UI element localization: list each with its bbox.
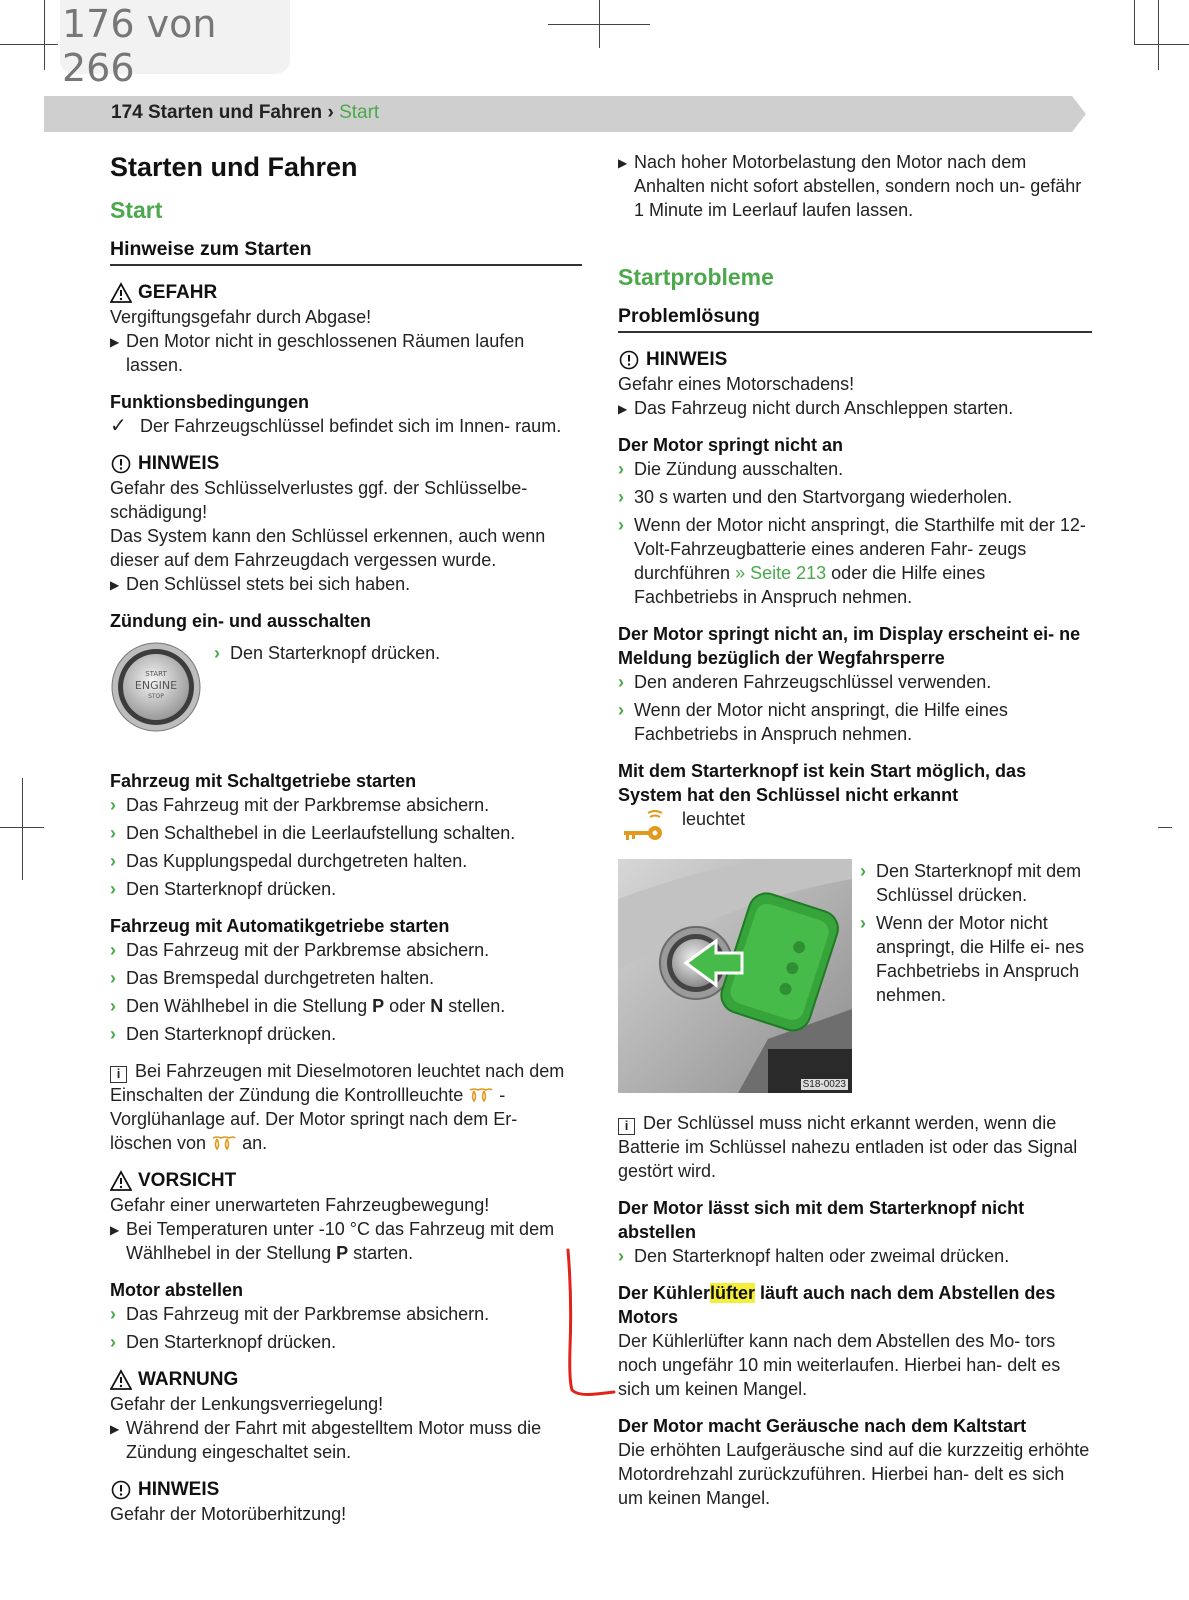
list-item: ▶ Während der Fahrt mit abgestelltem Motor muss die Zündung eingeschaltet sein. <box>110 1418 542 1462</box>
step-item: › Den Starterknopf halten oder zweimal drücken. <box>618 1246 1010 1266</box>
page-title: Starten und Fahren <box>110 152 358 182</box>
header-separator: › <box>327 102 334 123</box>
luefter-block <box>618 1281 1092 1401</box>
crop-mark <box>0 44 58 45</box>
vorsicht-text: Gefahr einer unerwarteten Fahrzeugbewegung! <box>110 1195 490 1215</box>
hinweis-text: Das System kann den Schlüssel erkennen, auch wenn dieser auf dem Fahrzeugdach vergessen wurde. <box>110 526 546 570</box>
figure-steps <box>860 859 1092 1007</box>
header-chapter: Starten und Fahren <box>147 102 323 123</box>
step-item: › 30 s warten und den Startvorgang wiederholen. <box>618 487 1013 507</box>
starter-row <box>110 641 582 759</box>
page-reference-link[interactable]: » Seite 213 <box>735 563 827 583</box>
vorsicht-block <box>110 1168 582 1265</box>
left-column <box>110 150 582 1539</box>
step-item: › Das Fahrzeug mit der Parkbremse absichern. <box>110 940 490 960</box>
schalt-block <box>110 769 582 901</box>
header-page-number: 174 <box>111 102 143 123</box>
key-indicator-text: leuchtet <box>682 809 746 829</box>
notice-circle-icon <box>618 349 640 371</box>
running-header <box>44 96 1086 132</box>
hinweis-text: Gefahr eines Motorschadens! <box>618 374 855 394</box>
auto-title: Fahrzeug mit Automatikgetriebe starten <box>110 916 450 936</box>
glow-plug-icon <box>468 1086 494 1104</box>
hinweis-heading <box>618 347 1092 372</box>
luefter-text: Der Kühlerlüfter kann nach dem Abstellen des Mo- tors noch ungefähr 10 min weiterlaufen. Hierbei han- delt es sich um keinen Mangel. <box>618 1331 1061 1399</box>
crop-mark <box>22 778 23 880</box>
right-column <box>618 150 1092 1523</box>
list-item: ▶ Bei Temperaturen unter -10 °C das Fahrzeug mit dem Wählhebel in der Stellung P starten. <box>110 1219 555 1263</box>
step-item: › Wenn der Motor nicht anspringt, die Hilfe eines Fachbetriebs in Anspruch nehmen. <box>618 700 1008 744</box>
hinweis-title: HINWEIS <box>646 349 728 370</box>
page-counter: 176 von 266 <box>60 0 290 74</box>
step-item: › Die Zündung ausschalten. <box>618 459 844 479</box>
list-item: ▶ Das Fahrzeug nicht durch Anschleppen starten. <box>618 398 1014 418</box>
step-item: › Den Starterknopf drücken. <box>214 643 441 663</box>
abstellen-block <box>110 1278 582 1354</box>
hinweis-block <box>110 451 582 596</box>
step-item: › Den Starterknopf drücken. <box>110 879 337 899</box>
hinweis-text: Gefahr der Motorüberhitzung! <box>110 1504 347 1524</box>
step-item: › Den anderen Fahrzeugschlüssel verwenden. <box>618 672 992 692</box>
kein-start-title: Mit dem Starterknopf ist kein Start möglich, das System hat den Schlüssel nicht erkannt <box>618 761 1027 805</box>
crop-mark <box>1158 0 1159 70</box>
info-icon: i <box>110 1066 127 1083</box>
gefahr-text: Vergiftungsgefahr durch Abgase! <box>110 307 372 327</box>
notice-circle-icon <box>110 453 132 475</box>
red-annotation-mark <box>566 1248 616 1408</box>
step-item: › Den Starterknopf drücken. <box>110 1332 337 1352</box>
kein-start-block <box>618 759 1092 1097</box>
subsection-title-problemloesung: Problemlösung <box>618 305 1092 333</box>
subsection-title-hinweise: Hinweise zum Starten <box>110 238 582 266</box>
warnung-text: Gefahr der Lenkungsverriegelung! <box>110 1394 384 1414</box>
nicht-abstellen-block <box>618 1196 1092 1268</box>
schalt-title: Fahrzeug mit Schaltgetriebe starten <box>110 771 417 791</box>
button-label-start: START <box>145 670 167 678</box>
button-label-stop: STOP <box>148 693 164 700</box>
vorsicht-heading <box>110 1168 582 1193</box>
funktion-title: Funktionsbedingungen <box>110 392 309 412</box>
info-icon: i <box>618 1118 635 1135</box>
check-icon: ✓ <box>110 415 127 437</box>
section-title-startprobleme: Startprobleme <box>618 264 774 290</box>
funktion-block <box>110 390 582 438</box>
crop-mark <box>599 0 600 48</box>
gefahr-heading <box>110 280 582 305</box>
gefahr-title: GEFAHR <box>138 282 218 303</box>
hinweis-heading <box>110 1477 582 1502</box>
check-item: ✓ Der Fahrzeugschlüssel befindet sich im Innen- raum. <box>110 415 562 437</box>
step-item: › Das Bremspedal durchgetreten halten. <box>110 968 435 988</box>
crop-mark <box>1134 0 1135 45</box>
header-section: Start <box>339 102 380 123</box>
warnung-block <box>110 1367 582 1464</box>
vorsicht-title: VORSICHT <box>138 1170 237 1191</box>
gefahr-block <box>110 280 582 377</box>
auto-block <box>110 914 582 1046</box>
glow-plug-icon <box>211 1134 237 1152</box>
wegfahrsperre-block <box>618 622 1092 746</box>
highlighted-search-term: lüfter <box>710 1283 756 1303</box>
step-item: › Den Wählhebel in die Stellung P oder N stellen. <box>110 996 506 1016</box>
hinweis-heading <box>110 451 582 476</box>
warning-triangle-icon <box>110 1170 132 1192</box>
step-item: › Das Fahrzeug mit der Parkbremse absichern. <box>110 1304 490 1324</box>
step-item: › Das Fahrzeug mit der Parkbremse absichern. <box>110 795 490 815</box>
crop-mark <box>1134 44 1189 45</box>
springt-nicht-title: Der Motor springt nicht an <box>618 435 843 455</box>
warnung-heading <box>110 1367 582 1392</box>
warning-triangle-icon <box>110 282 132 304</box>
hinweis-text: Gefahr des Schlüsselverlustes ggf. der Schlüsselbe- schädigung! <box>110 478 528 522</box>
zuendung-block <box>110 609 582 759</box>
list-item: ▶ Den Schlüssel stets bei sich haben. <box>110 574 411 594</box>
step-item: › Wenn der Motor nicht anspringt, die Starthilfe mit der 12-Volt-Fahrzeugbatterie eines anderen Fahr- zeugs durchführen » Seite 213 oder die Hilfe eines Fachbetriebs in Anspruch nehmen. <box>618 515 1086 607</box>
key-indicator-line <box>618 807 1092 847</box>
list-item: ▶ Nach hoher Motorbelastung den Motor nach dem Anhalten nicht sofort abstellen, sondern noch un- gefähr 1 Minute im Leerlauf laufen lassen. <box>618 152 1082 220</box>
geraeusche-block <box>618 1414 1092 1510</box>
diesel-info: i Bei Fahrzeugen mit Dieselmotoren leuchtet nach dem Einschalten der Zündung die Kontrollleuchte - Vorglühanlage auf. Der Motor springt nach dem Er- löschen von an. <box>110 1061 565 1153</box>
key-on-starter-illustration <box>618 859 852 1093</box>
luefter-title: Der Kühlerlüfter läuft auch nach dem Abstellen des Motors <box>618 1283 1056 1327</box>
header-text <box>111 102 379 124</box>
warnung-title: WARNUNG <box>138 1369 239 1390</box>
abstellen-title: Motor abstellen <box>110 1280 244 1300</box>
crop-mark <box>44 0 45 70</box>
notice-circle-icon <box>110 1479 132 1501</box>
section-title-start: Start <box>110 197 163 223</box>
step-item: › Wenn der Motor nicht anspringt, die Hilfe ei- nes Fachbetriebs in Anspruch nehmen. <box>860 913 1085 1005</box>
key-press-figure <box>618 859 852 1093</box>
nicht-abstellen-title: Der Motor lässt sich mit dem Starterknopf nicht abstellen <box>618 1198 1025 1242</box>
geraeusche-title: Der Motor macht Geräusche nach dem Kaltstart <box>618 1416 1027 1436</box>
hinweis-block <box>110 1477 582 1526</box>
key-warning-icon <box>618 807 670 847</box>
step-item: › Den Starterknopf mit dem Schlüssel drücken. <box>860 861 1082 905</box>
button-label-engine: ENGINE <box>134 679 178 692</box>
warning-triangle-icon <box>110 1369 132 1391</box>
start-engine-button-image <box>110 641 202 733</box>
wegfahrsperre-title: Der Motor springt nicht an, im Display erscheint ei- ne Meldung bezüglich der Wegfahrsperre <box>618 624 1081 668</box>
list-item: ▶ Den Motor nicht in geschlossenen Räumen laufen lassen. <box>110 331 525 375</box>
hinweis-title: HINWEIS <box>138 1479 220 1500</box>
step-item: › Das Kupplungspedal durchgetreten halten. <box>110 851 468 871</box>
figure-row <box>618 859 1092 1097</box>
geraeusche-text: Die erhöhten Laufgeräusche sind auf die kurzzeitig erhöhte Motordrehzahl zurückzuführen. Hierbei han- delt es sich um keinen Mangel. <box>618 1440 1090 1508</box>
step-item: › Den Starterknopf drücken. <box>110 1024 337 1044</box>
springt-nicht-block <box>618 433 1092 609</box>
schluessel-info: i Der Schlüssel muss nicht erkannt werden, wenn die Batterie im Schlüssel nahezu entladen ist oder das Signal gestört wird. <box>618 1113 1078 1181</box>
hinweis-title: HINWEIS <box>138 453 220 474</box>
figure-code: S18-0023 <box>802 1079 846 1090</box>
zuendung-title: Zündung ein- und ausschalten <box>110 611 371 631</box>
step-item: › Den Schalthebel in die Leerlaufstellung schalten. <box>110 823 516 843</box>
crop-mark <box>1158 827 1172 828</box>
hinweis-block <box>618 347 1092 420</box>
